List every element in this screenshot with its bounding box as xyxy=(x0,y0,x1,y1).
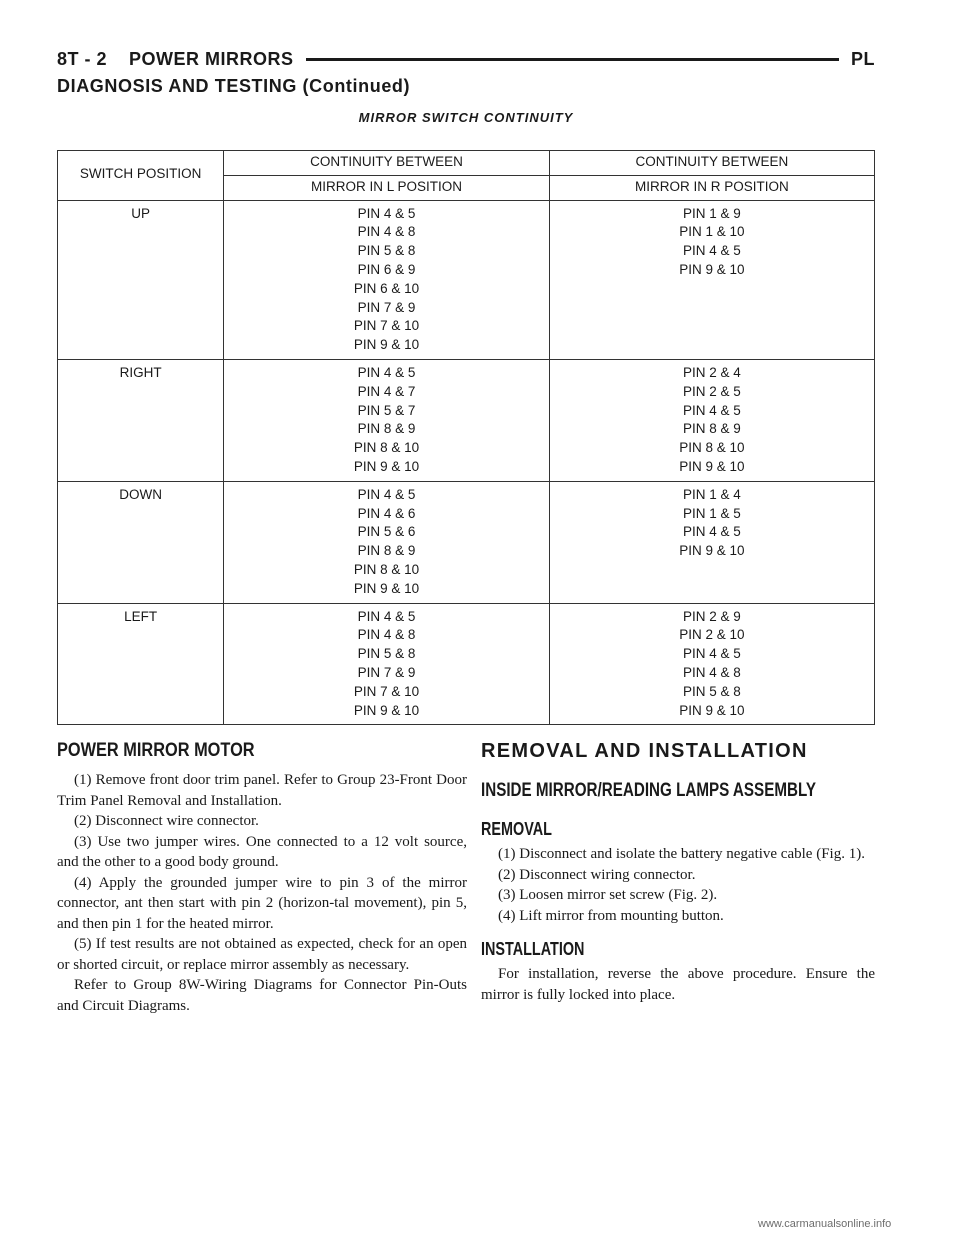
pin-pair: PIN 9 & 10 xyxy=(353,337,420,353)
continuity-r-cell xyxy=(549,359,874,481)
installation-text: For installation, reverse the above procedure. Ensure the mirror is fully locked into place. xyxy=(481,966,875,1003)
switch-position-cell: LEFT xyxy=(58,603,224,725)
pin-pair: PIN 9 & 10 xyxy=(679,458,745,474)
removal-column xyxy=(481,740,875,1005)
removal-heading: REMOVAL xyxy=(481,819,552,839)
switch-position-cell: RIGHT xyxy=(58,359,224,481)
removal-step: (4) Lift mirror from mounting button. xyxy=(498,907,724,924)
motor-heading: POWER MIRROR MOTOR xyxy=(57,740,255,761)
pin-pair: PIN 4 & 5 xyxy=(682,402,741,418)
pin-pair: PIN 8 & 9 xyxy=(357,543,416,559)
pin-pair: PIN 7 & 9 xyxy=(357,299,416,315)
motor-step: (4) Apply the grounded jumper wire to pin 3 of the mirror connector, ant then start with pin 2 (horizon-tal movement), pin 5, and then pin 1 for the heated mirror. xyxy=(57,874,467,932)
pin-pair: PIN 5 & 8 xyxy=(357,243,416,259)
motor-column xyxy=(57,740,467,1016)
watermark-url[interactable]: www.carmanualsonline.info xyxy=(758,1218,892,1230)
pin-pair: PIN 4 & 7 xyxy=(357,383,416,399)
pin-pair: PIN 4 & 5 xyxy=(357,486,416,502)
pin-pair: PIN 4 & 5 xyxy=(357,608,416,624)
pin-pair: PIN 5 & 7 xyxy=(357,402,416,418)
motor-step: (2) Disconnect wire connector. xyxy=(74,813,259,829)
pin-pair: PIN 9 & 10 xyxy=(353,580,420,596)
pin-pair: PIN 4 & 8 xyxy=(357,224,416,240)
header-r-top: CONTINUITY BETWEEN xyxy=(549,151,874,176)
continuity-l-cell xyxy=(224,359,549,481)
switch-position-cell: DOWN xyxy=(58,481,224,603)
pin-pair: PIN 8 & 9 xyxy=(357,421,416,437)
pin-pair: PIN 2 & 4 xyxy=(682,364,741,380)
page-header xyxy=(57,46,875,72)
pin-pair: PIN 4 & 5 xyxy=(357,205,416,221)
table-row xyxy=(58,603,875,725)
continuity-r-cell xyxy=(549,481,874,603)
pin-pair: PIN 7 & 10 xyxy=(353,318,420,334)
section-continued-heading: DIAGNOSIS AND TESTING (Continued) xyxy=(57,76,411,96)
continuity-r-cell xyxy=(549,200,874,359)
pin-pair: PIN 1 & 10 xyxy=(679,224,745,240)
pin-pair: PIN 5 & 8 xyxy=(357,646,416,662)
pin-pair: PIN 6 & 9 xyxy=(357,261,416,277)
continuity-l-cell xyxy=(224,200,549,359)
motor-step: (1) Remove front door trim panel. Refer to Group 23-Front Door Trim Panel Removal and Installation. xyxy=(57,772,467,809)
table-title: MIRROR SWITCH CONTINUITY xyxy=(358,110,574,125)
pin-pair: PIN 1 & 4 xyxy=(682,486,741,502)
motor-step: (3) Use two jumper wires. One connected to a 12 volt source, and the other to a good body ground. xyxy=(57,833,467,870)
header-l-top: CONTINUITY BETWEEN xyxy=(224,151,549,176)
pin-pair: PIN 4 & 5 xyxy=(682,646,741,662)
pin-pair: PIN 4 & 5 xyxy=(682,524,741,540)
pin-pair: PIN 7 & 10 xyxy=(353,683,420,699)
pin-pair: PIN 9 & 10 xyxy=(679,543,745,559)
pin-pair: PIN 4 & 8 xyxy=(357,627,416,643)
pin-pair: PIN 5 & 6 xyxy=(357,524,416,540)
pin-pair: PIN 1 & 5 xyxy=(682,505,741,521)
header-right: PL xyxy=(850,48,875,69)
pin-pair: PIN 4 & 5 xyxy=(682,243,741,259)
header-r-bottom: MIRROR IN R POSITION xyxy=(549,175,874,200)
table-row xyxy=(58,481,875,603)
pin-pair: PIN 1 & 9 xyxy=(682,205,741,221)
pin-pair: PIN 8 & 9 xyxy=(682,421,741,437)
removal-step: (1) Disconnect and isolate the battery negative cable (Fig. 1). xyxy=(498,846,865,862)
pin-pair: PIN 8 & 10 xyxy=(353,440,420,456)
removal-step: (3) Loosen mirror set screw (Fig. 2). xyxy=(498,887,718,903)
table-row xyxy=(58,200,875,359)
pin-pair: PIN 8 & 10 xyxy=(353,561,420,577)
installation-heading: INSTALLATION xyxy=(481,939,585,959)
removal-installation-heading: REMOVAL AND INSTALLATION xyxy=(481,740,808,762)
continuity-r-cell xyxy=(549,603,874,725)
table-row xyxy=(58,359,875,481)
pin-pair: PIN 2 & 5 xyxy=(682,383,741,399)
header-left: 8T - 2 POWER MIRRORS xyxy=(57,48,294,69)
motor-step: (5) If test results are not obtained as expected, check for an open or shorted circuit, or replace mirror assembly as necessary. xyxy=(57,936,467,973)
pin-pair: PIN 7 & 9 xyxy=(357,664,416,680)
pin-pair: PIN 5 & 8 xyxy=(682,683,741,699)
pin-pair: PIN 8 & 10 xyxy=(679,440,745,456)
pin-pair: PIN 6 & 10 xyxy=(353,280,420,296)
pin-pair: PIN 9 & 10 xyxy=(353,458,420,474)
continuity-l-cell xyxy=(224,603,549,725)
removal-step: (2) Disconnect wiring connector. xyxy=(498,866,696,883)
pin-pair: PIN 4 & 8 xyxy=(682,664,741,680)
switch-position-cell: UP xyxy=(58,200,224,359)
pin-pair: PIN 2 & 9 xyxy=(682,608,741,624)
header-switch-position: SWITCH POSITION xyxy=(58,151,224,201)
pin-pair: PIN 9 & 10 xyxy=(679,702,745,718)
mirror-switch-continuity-table xyxy=(57,150,875,725)
pin-pair: PIN 2 & 10 xyxy=(679,627,745,643)
pin-pair: PIN 4 & 5 xyxy=(357,364,416,380)
pin-pair: PIN 4 & 6 xyxy=(357,505,416,521)
header-l-bottom: MIRROR IN L POSITION xyxy=(224,175,549,200)
continuity-l-cell xyxy=(224,481,549,603)
pin-pair: PIN 9 & 10 xyxy=(353,702,420,718)
pin-pair: PIN 9 & 10 xyxy=(679,261,745,277)
header-rule xyxy=(306,58,839,61)
motor-step: Refer to Group 8W-Wiring Diagrams for Connector Pin-Outs and Circuit Diagrams. xyxy=(57,977,467,1014)
inside-mirror-heading: INSIDE MIRROR/READING LAMPS ASSEMBLY xyxy=(481,780,816,801)
